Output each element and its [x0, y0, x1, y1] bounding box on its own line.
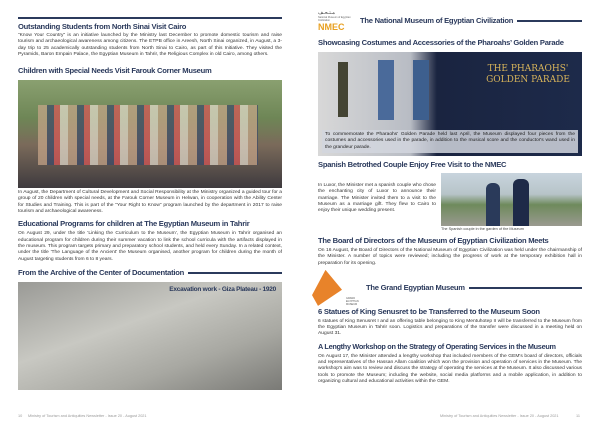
top-rule	[18, 17, 282, 19]
gem-rule	[469, 287, 582, 289]
nmec-header	[318, 6, 582, 36]
footer-text-left: Ministry of Tourism and Antiquities Newsletter - Issue 20 - August 2021	[28, 414, 147, 418]
archive-heading-row	[18, 268, 282, 278]
heading-north-sinai: Outstanding Students from North Sinai Visit Cairo	[18, 21, 187, 31]
nmec-logo-subtitle: National Museum of Egyptian Civilization	[318, 16, 351, 22]
paragraph-north-sinai: “Know Your Country” is an initiative launched by the Ministry last December to promote domestic tourism and raise tourism and archaeological awareness among citizens. The ETPB office in Areesh, North Sinai organized, in August, a 3-day trip to 25 academically outstanding students from North Sinai to Cairo, as part of this Initiative. They visited the Pyramids, Baron Empain Palace, the Egyptian Museum in Tahrir, the Religious Complex in old Cairo, among others.	[18, 33, 282, 57]
heading-board: The Board of Directors of the Museum of Egyptian Civilization Meets	[318, 236, 549, 245]
spanish-couple-figure	[441, 173, 582, 232]
left-page	[18, 17, 282, 390]
heading-gem-section: The Grand Egyptian Museum	[366, 282, 465, 292]
heading-special-needs: Children with Special Needs Visit Farouk Corner Museum	[18, 66, 212, 76]
footer-text-right: Ministry of Tourism and Antiquities Newsletter - Issue 20 - August 2021	[440, 414, 559, 418]
costumes-photo	[318, 52, 582, 156]
costume-figure	[378, 60, 394, 120]
heading-educational: Educational Programs for children at The Egyptian Museum in Tahrir	[18, 219, 250, 229]
footer-page-number-right: 11	[576, 414, 580, 418]
heading-workshop: A Lengthy Workshop on the Strategy of Operating Services in the Museum	[318, 341, 556, 351]
costumes-caption: To commemorate the Pharaohs' Golden Parade held last April, the Museum displayed four pieces from the costumes and accessories used in the parade, in addition to the musical score and the conductor's wand used in the grandeur parade.	[322, 130, 578, 153]
costume-figure	[413, 60, 429, 120]
gem-logo-text: GRAND EGYPTIAN MUSEUM	[346, 296, 359, 306]
heading-nmec-section: The National Museum of Egyptian Civilization	[360, 16, 514, 25]
groom-figure	[513, 179, 529, 226]
children-group-photo	[18, 80, 282, 188]
paragraph-board: On 16 August, the Board of Directors of the National Museum of Egyptian Civilization was held under the chairmanship of the Minister. A number of topics were reviewed; including the progress of work at the temporary exhibition hall in preparation for its opening.	[318, 248, 582, 266]
heading-spanish-couple: Spanish Betrothed Couple Enjoy Free Visit to the NMEC	[318, 160, 507, 169]
paragraph-spanish-couple: In Luxor, the Minister met a spanish couple who chose the enchanting city of Luxor to announce their marriage. The Minister invited them to a visit to the Museum as a marriage gift. They flew to Cairo to enjoy their unique wedding present.	[318, 183, 436, 214]
heading-archive: From the Archive of the Center of Documentation	[18, 267, 185, 277]
spanish-couple-row	[318, 173, 582, 232]
footer-page-number-left: 10	[18, 414, 23, 418]
heading-senusret: 6 Statues of King Senusret to be Transferred to the Museum Soon	[318, 306, 540, 316]
nmec-rule	[517, 20, 582, 22]
bride-figure	[486, 183, 500, 226]
costume-figure	[338, 62, 348, 117]
spanish-couple-caption: The Spanish couple in the garden of the Museum	[441, 227, 524, 231]
archive-rule	[188, 272, 282, 274]
right-page	[318, 6, 582, 385]
paragraph-special-needs: In August, the Department of Cultural Development and Social Responsibility at the Ministry organized a guided tour for a group of 20 children with special needs, at the Farouk Corner Museum in Helwan, in cooperation with the Ability Center for Studies and Training. This is part of the “Your Right to Know” program launched by the department in 2017 to raise tourism and archaeological awareness.	[18, 190, 282, 215]
gem-logo	[312, 270, 342, 306]
paragraph-senusret: 6 statues of King Senusret I and an offering table belonging to King Mentuhotep II will be transferred to the Museum from the Egyptian Museum in Tahrir soon. Logistics and preparations of the transfer were discussed in a meeting held on August 31.	[318, 318, 582, 337]
paragraph-educational: On August 29, under the title 'Linking the Curriculum to the Museum', the Egyptian Museum in Tahrir organised an educational program for children during their summer vacation to link the school curricula with the artifacts displayed in the museum. This program targets primary and preparatory school students, and held every Sunday. In a related context, under the title 'The Language of the Ancient' the Museum organised, another program for children during the month of August targeting students from 6 to 8 years.	[18, 231, 282, 262]
heading-costumes: Showcasing Costumes and Accessories of the Pharoahs’ Golden Parade	[318, 38, 564, 47]
nmec-logo-wordmark: NMEC	[318, 22, 345, 32]
gem-header	[312, 270, 582, 306]
spanish-couple-photo	[441, 173, 582, 226]
paragraph-workshop: On August 17, the Minister attended a lengthy workshop that included members of the GEM's board of directors, officials and representatives of the Hassan Allam coalition which won the provision and operation of services in the Museum. The workshop's aim was to review and discuss the strategy of operating the services at the Museum. It also discussed various tools to promote the Museum; including the website, social media platforms and a mobile application, in addition to organizing cultural and educational activities within the GEM.	[318, 353, 582, 384]
archive-photo	[18, 282, 282, 390]
golden-parade-sign: THE PHARAOHS' GOLDEN PARADE	[486, 64, 570, 85]
children-figures	[38, 105, 258, 165]
nmec-logo-arabic: مـتـحـف	[318, 10, 335, 16]
nmec-logo	[318, 10, 356, 32]
archive-caption: Excavation work - Giza Plateau - 1920	[169, 285, 276, 293]
